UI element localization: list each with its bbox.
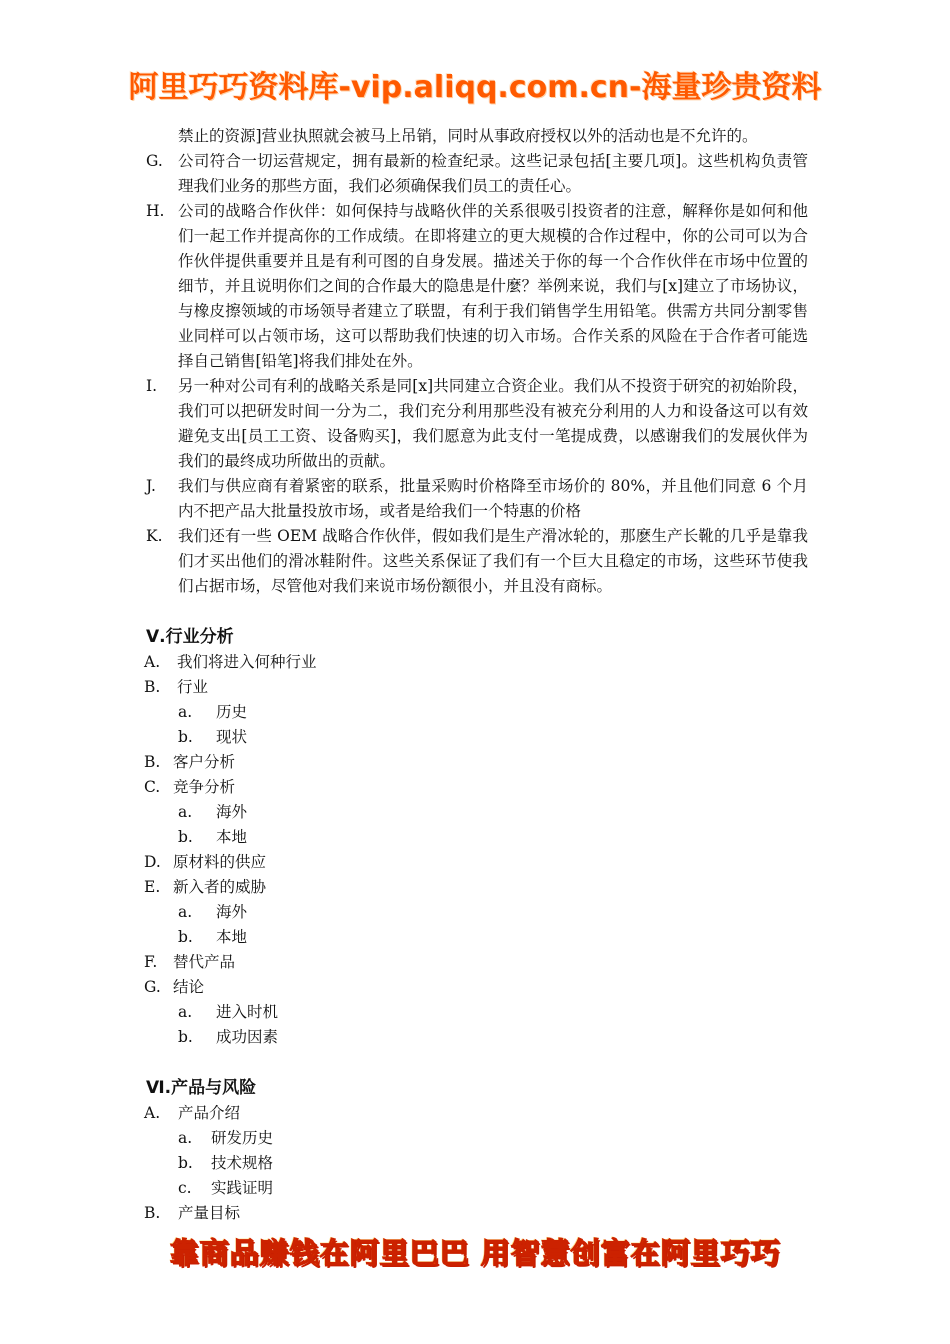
- list-item-i: [0, 374, 950, 474]
- outline-label: F.: [144, 953, 158, 971]
- list-item-h: [0, 199, 950, 374]
- outline-row: [0, 675, 950, 700]
- outline-label: a.: [178, 703, 193, 721]
- outline-text: 技术规格: [211, 1154, 274, 1172]
- outline-label: c.: [178, 1179, 192, 1197]
- outline-row: [0, 775, 950, 800]
- outline-subrow: [0, 1000, 950, 1025]
- item-label: I.: [146, 377, 158, 395]
- item-text: 公司的战略合作伙伴：如何保持与战略伙伴的关系很吸引投资者的注意，解释你是如何和他们一起工作并提高你的工作成绩。在即将建立的更大规模的合作过程中，你的公司可以为合作伙伴提供重要并且是有利可图的自身发展。描述关于你的每一个合作伙伴在市场中位置的细节，并且说明你们之间的合作最大的隐患是什麼？举例来说，我们与[x]建立了市场协议，与橡皮擦领域的市场领导者建立了联盟，有利于我们销售学生用铅笔。供需方共同分割零售业同样可以占领市场，这可以帮助我们快速的切入市场。合作关系的风险在于合作者可能选择自己销售[铅笔]将我们排处在外。: [178, 202, 808, 370]
- outline-subrow: [0, 1176, 950, 1201]
- outline-text: 海外: [216, 903, 248, 921]
- outline-row: [0, 650, 950, 675]
- list-item-j: [0, 474, 950, 524]
- outline-label: B.: [144, 1204, 161, 1222]
- outline-label: a.: [178, 1129, 193, 1147]
- outline-label: b.: [178, 1154, 193, 1172]
- outline-text: 海外: [216, 803, 248, 821]
- item-text: 另一种对公司有利的战略关系是同[x]共同建立合资企业。我们从不投资于研究的初始阶段，我们可以把研发时间一分为二，我们充分利用那些没有被充分利用的人力和设备这可以有效避免支出[员工工资、设备购买]，我们愿意为此支付一笔提成费，以感谢我们的发展伙伴为我们的最终成功所做出的贡献。: [178, 377, 808, 470]
- outline-label: a.: [178, 1003, 193, 1021]
- item-text: 公司符合一切运营规定，拥有最新的检查纪录。这些记录包括[主要几项]。这些机构负责管理我们业务的那些方面，我们必须确保我们员工的责任心。: [178, 152, 808, 195]
- outline-text: 我们将进入何种行业: [177, 653, 317, 671]
- outline-text: 客户分析: [173, 753, 236, 771]
- outline-row: [0, 1101, 950, 1126]
- outline-text: 产量目标: [178, 1204, 241, 1222]
- outline-label: G.: [144, 978, 161, 996]
- outline-subrow: [0, 700, 950, 725]
- list-item-k: [0, 524, 950, 599]
- outline-row: [0, 950, 950, 975]
- outline-label: E.: [144, 878, 161, 896]
- outline-label: D.: [144, 853, 161, 871]
- section-title-industry-analysis: Ⅴ.行业分析: [146, 627, 234, 647]
- header-banner: 阿里巧巧资料库-vip.aliqq.com.cn-海量珍贵资料: [128, 70, 822, 105]
- outline-label: b.: [178, 828, 193, 846]
- outline-subrow: [0, 800, 950, 825]
- outline-label: a.: [178, 803, 193, 821]
- item-label: K.: [146, 527, 163, 545]
- outline-text: 竞争分析: [173, 778, 236, 796]
- outline-label: B.: [144, 678, 161, 696]
- outline-label: B.: [144, 753, 161, 771]
- outline-subrow: [0, 1025, 950, 1050]
- section-title-product-risk: Ⅵ.产品与风险: [146, 1078, 257, 1098]
- outline-subrow: [0, 900, 950, 925]
- outline-text: 实践证明: [211, 1179, 274, 1197]
- outline-subrow: [0, 1151, 950, 1176]
- outline-text: 行业: [177, 678, 209, 696]
- outline-subrow: [0, 725, 950, 750]
- outline-text: 现状: [216, 728, 248, 746]
- outline-label: A.: [144, 1104, 161, 1122]
- list-item-g: [0, 149, 950, 199]
- outline-text: 成功因素: [216, 1028, 279, 1046]
- outline-text: 替代产品: [173, 953, 236, 971]
- outline-label: a.: [178, 903, 193, 921]
- outline-row: [0, 1201, 950, 1226]
- outline-subrow: [0, 1126, 950, 1151]
- outline-label: A.: [144, 653, 161, 671]
- item-label: H.: [146, 202, 165, 220]
- outline-text: 进入时机: [216, 1003, 279, 1021]
- outline-row: [0, 750, 950, 775]
- outline-text: 原材料的供应: [173, 853, 267, 871]
- outline-text: 新入者的威胁: [173, 878, 267, 896]
- document-body: [0, 124, 950, 1226]
- outline-text: 结论: [173, 978, 205, 996]
- outline-label: b.: [178, 928, 193, 946]
- outline-text: 历史: [216, 703, 248, 721]
- outline-row: [0, 875, 950, 900]
- outline-label: b.: [178, 728, 193, 746]
- continuation-paragraph: [0, 124, 950, 149]
- outline-label: b.: [178, 1028, 193, 1046]
- outline-label: C.: [144, 778, 161, 796]
- footer-banner: 靠商品赚钱在阿里巴巴 用智慧创富在阿里巧巧: [169, 1236, 781, 1270]
- item-label: J.: [146, 477, 156, 495]
- outline-text: 本地: [216, 828, 248, 846]
- outline-text: 产品介绍: [178, 1104, 241, 1122]
- item-label: G.: [146, 152, 163, 170]
- outline-text: 本地: [216, 928, 248, 946]
- outline-text: 研发历史: [211, 1129, 274, 1147]
- outline-row: [0, 975, 950, 1000]
- outline-row: [0, 850, 950, 875]
- outline-subrow: [0, 825, 950, 850]
- item-text: 我们还有一些 OEM 战略合作伙伴，假如我们是生产滑冰轮的，那麽生产长靴的几乎是靠我们才买出他们的滑冰鞋附件。这些关系保证了我们有一个巨大且稳定的市场，这些环节使我们占据市场，尽管他对我们来说市场份额很小，并且没有商标。: [178, 527, 808, 595]
- item-text: 我们与供应商有着紧密的联系，批量采购时价格降至市场价的 80%，并且他们同意 6 个月内不把产品大批量投放市场，或者是给我们一个特惠的价格: [178, 477, 808, 520]
- paragraph-text: 禁止的资源]营业执照就会被马上吊销，同时从事政府授权以外的活动也是不允许的。: [178, 127, 758, 145]
- outline-subrow: [0, 925, 950, 950]
